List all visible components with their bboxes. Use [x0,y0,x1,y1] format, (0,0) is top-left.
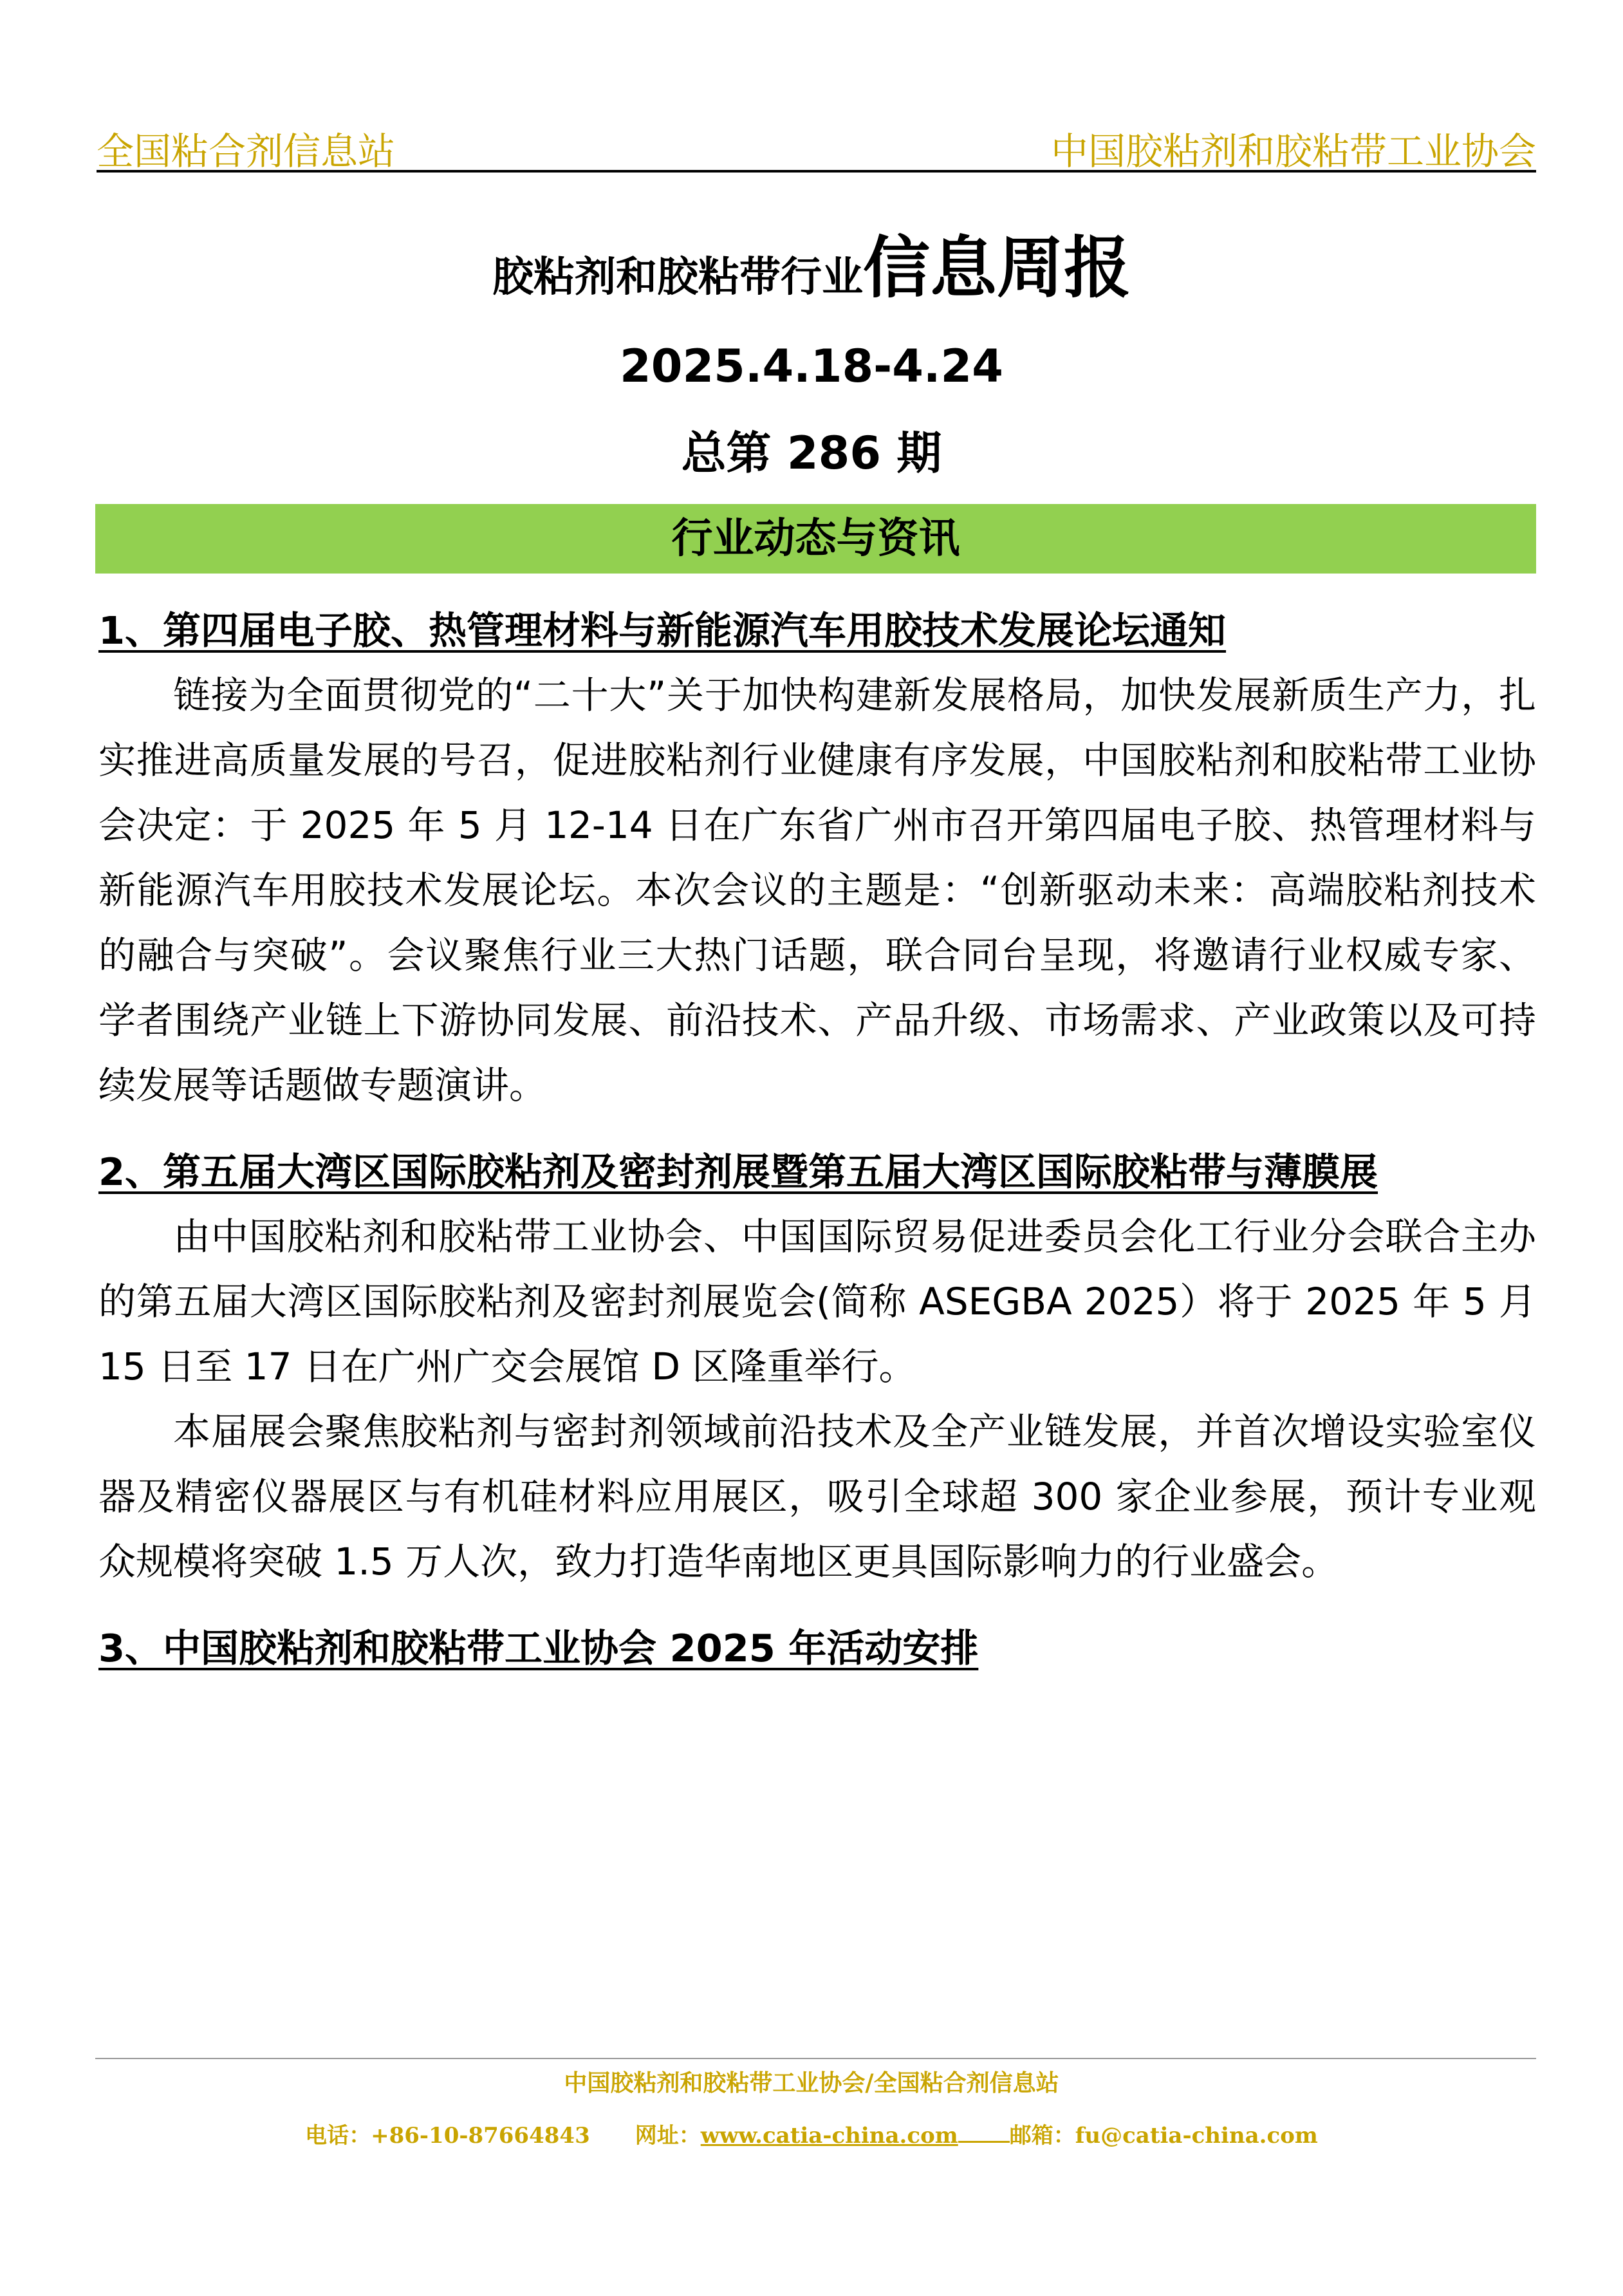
email-address[interactable]: fu@catia-china.com [1075,2123,1318,2149]
article-paragraph: 由中国胶粘剂和胶粘带工业协会、中国国际贸易促进委员会化工行业分会联合主办的第五届大湾区国际胶粘剂及密封剂展览会(简称 ASEGBA 2025）将于 2025 年 5 月 15 日至 17 日在广州广交会展馆 D 区隆重举行。 [98,1215,1536,1388]
title-industry: 胶粘剂和胶粘带行业 [492,254,863,301]
header-association-name: 中国胶粘剂和胶粘带工业协会 [1050,129,1536,173]
title-weekly-report: 信息周报 [862,229,1131,307]
article-heading: 1、第四届电子胶、热管理材料与新能源汽车用胶技术发展论坛通知 [98,608,1227,653]
article-heading: 2、第五届大湾区国际胶粘剂及密封剂展暨第五届大湾区国际胶粘带与薄膜展 [98,1150,1378,1194]
issue-number: 总第 286 期 [681,427,942,480]
page-header [97,115,1536,173]
document-title [0,214,1623,310]
date-range: 2025.4.18-4.24 [620,340,1003,393]
footer-contact-line [0,2118,1623,2149]
article-paragraph: 链接为全面贯彻党的“二十大”关于加快构建新发展格局，加快发展新质生产力，扎实推进高质量发展的号召，促进胶粘剂行业健康有序发展，中国胶粘剂和胶粘带工业协会决定：于 2025 年 5 月 12-14 日在广东省广州市召开第四届电子胶、热管理材料与新能源汽车用胶技术发展论坛。本次会议的主题是：“创新驱动未来：高端胶粘剂技术的融合与突破”。会议聚焦行业三大热门话题，联合同台呈现，将邀请行业权威专家、学者围绕产业链上下游协同发展、前沿技术、产品升级、市场需求、产业政策以及可持续发展等话题做专题演讲。 [98,673,1536,1107]
article-2 [98,1140,1536,1594]
article-paragraph: 本届展会聚焦胶粘剂与密封剂领域前沿技术及全产业链发展，并首次增设实验室仪器及精密仪器展区与有机硅材料应用展区，吸引全球超 300 家企业参展，预计专业观众规模将突破 1.5 万人次，致力打造华南地区更具国际影响力的行业盛会。 [98,1410,1536,1583]
website-label: 网址： [635,2123,701,2149]
phone-label: 电话： [305,2123,371,2149]
footer-org-line: 中国胶粘剂和胶粘带工业协会/全国粘合剂信息站 [564,2069,1059,2096]
email-label: 邮箱： [1009,2123,1075,2149]
phone-number: +86-10-87664843 [371,2123,590,2149]
section-header: 行业动态与资讯 [95,504,1536,574]
article-list [98,599,1536,1681]
footer-divider [95,2058,1536,2059]
article-3 [98,1616,1536,1681]
website-link[interactable]: www.catia-china.com [700,2123,958,2149]
header-site-name: 全国粘合剂信息站 [97,129,396,173]
article-heading: 3、中国胶粘剂和胶粘带工业协会 2025 年活动安排 [98,1626,979,1670]
article-1 [98,599,1536,1118]
